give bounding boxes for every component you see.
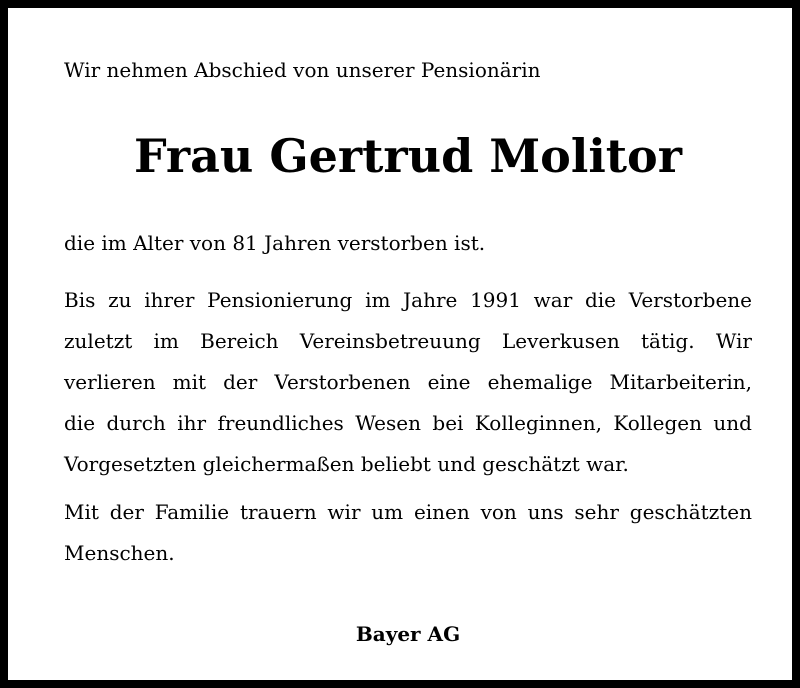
paragraph-line: verlieren mit der Verstorbenen eine ehemalige Mitarbeiterin, [64, 370, 752, 394]
paragraph-line: zuletzt im Bereich Vereinsbetreuung Leverkusen tätig. Wir [64, 329, 752, 353]
paragraph-line: Bis zu ihrer Pensionierung im Jahre 1991 war die Verstorbene [64, 288, 752, 312]
paragraph-line: die durch ihr freundliches Wesen bei Kolleginnen, Kollegen und [64, 411, 752, 435]
intro-line: Wir nehmen Abschied von unserer Pensionärin [64, 58, 541, 82]
deceased-name: Frau Gertrud Molitor [134, 129, 682, 183]
paragraph-line: Menschen. [64, 541, 175, 565]
paragraph-career [64, 280, 752, 485]
paragraph-line: Mit der Familie trauern wir um einen von uns sehr geschätzten [64, 500, 752, 524]
age-line: die im Alter von 81 Jahren verstorben ist. [64, 231, 486, 255]
paragraph-condolence [64, 492, 752, 574]
company-signature: Bayer AG [355, 622, 461, 646]
paragraph-line: Vorgesetzten gleichermaßen beliebt und geschätzt war. [64, 452, 629, 476]
